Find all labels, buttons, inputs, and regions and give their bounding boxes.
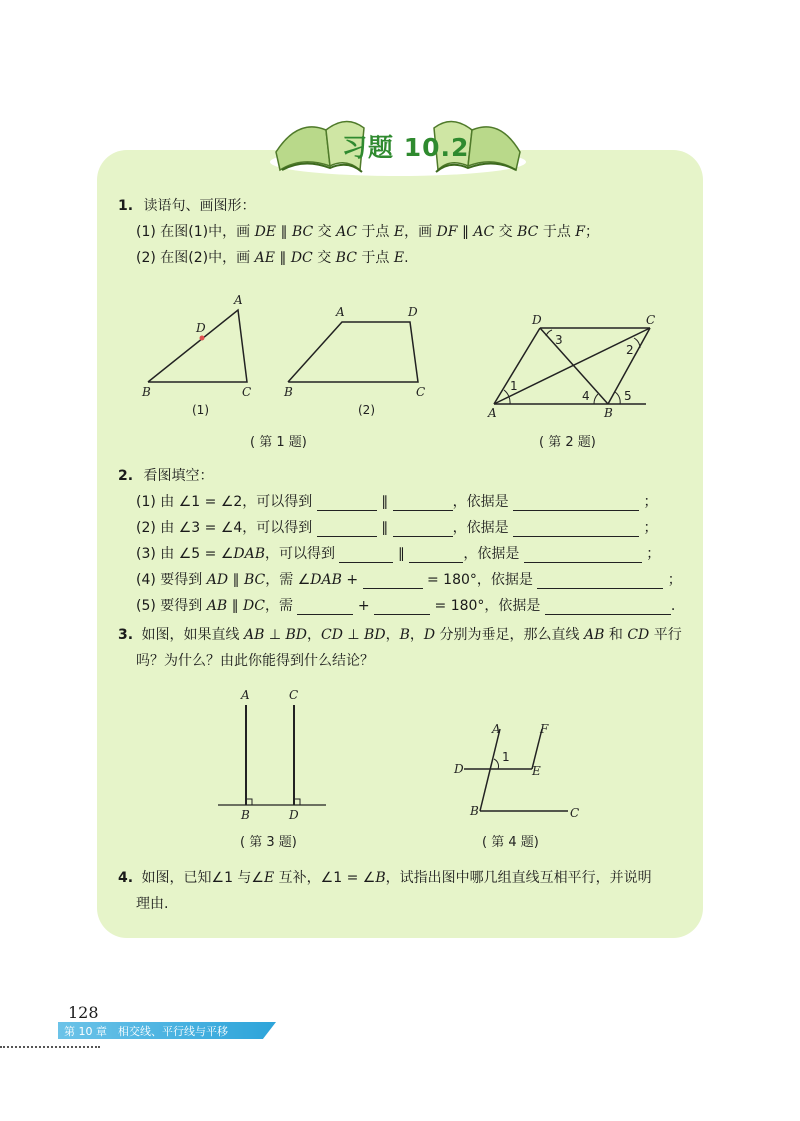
q3-text: 如图，如果直线: [141, 627, 240, 643]
answer-blank[interactable]: [374, 600, 430, 615]
label-A: A: [336, 305, 345, 319]
parallel-sign: ∥: [280, 224, 288, 240]
label-BD: BD: [285, 627, 307, 643]
parallel-sign: ∥: [381, 494, 389, 510]
q4-line2: 理由.: [136, 896, 169, 912]
label-CD: CD: [321, 627, 343, 643]
q2-item-text: ，依据是: [463, 546, 520, 562]
label-B: B: [375, 870, 386, 886]
label-B: B: [284, 385, 293, 399]
figure-q2: [480, 312, 660, 422]
q2-item-end: ；: [646, 546, 661, 562]
q1-sub1-t5: 于点: [542, 224, 571, 240]
q1-sub2-t1: 交: [317, 250, 332, 266]
chapter-label: 第 10 章 相交线、平行线与平移: [64, 1025, 228, 1038]
reason-blank[interactable]: [524, 548, 642, 563]
label-E: E: [393, 250, 405, 266]
parallel-sign: ∥: [231, 598, 239, 614]
point-D: [200, 336, 205, 341]
label-BC: BC: [517, 224, 539, 240]
figure-number: (2): [358, 403, 375, 417]
q2-item-end: ；: [667, 572, 682, 588]
caption-q3: ( 第 3 题): [240, 835, 297, 850]
label-BC: BC: [291, 224, 314, 240]
reason-blank[interactable]: [545, 600, 671, 615]
q2-line: [118, 467, 214, 485]
angle-label-3: 3: [555, 333, 563, 347]
figure-number: (1): [192, 403, 209, 417]
q2-item-1: [136, 493, 658, 511]
q1-sub2-end: .: [404, 250, 409, 266]
label-AB: AB: [206, 598, 228, 614]
answer-blank[interactable]: [317, 522, 377, 537]
label-AE: AE: [254, 250, 275, 266]
q3-text: 和: [608, 627, 623, 643]
label-E: E: [532, 764, 541, 778]
reason-blank[interactable]: [513, 496, 639, 511]
figures-q1: [130, 290, 440, 420]
label-E: E: [393, 224, 405, 240]
parallel-sign: ∥: [461, 224, 469, 240]
answer-blank[interactable]: [393, 496, 453, 511]
q2-item-text: (2) 由 ∠3 = ∠4，可以得到: [136, 520, 313, 536]
label-D: D: [423, 627, 436, 643]
label-CD: CD: [627, 627, 650, 643]
q2-item-text: (3) 由 ∠5 = ∠: [136, 546, 234, 562]
triangle-figure: [141, 293, 251, 417]
q2-item-5: [136, 597, 675, 615]
q3-text: 平行: [653, 627, 682, 643]
label-AD: AD: [206, 572, 229, 588]
dotted-line: [0, 1046, 100, 1048]
answer-blank[interactable]: [363, 574, 423, 589]
label-AC: AC: [473, 224, 495, 240]
q1-sub1-end: ；: [585, 224, 600, 240]
label-D: D: [408, 305, 418, 319]
label-BC: BC: [335, 250, 357, 266]
q1-text: 读语句、画图形：: [143, 198, 256, 214]
label-DC: DC: [243, 598, 265, 614]
label-D: D: [532, 313, 542, 327]
angle-label-5: 5: [624, 389, 632, 403]
perpendicular-sign: ⊥: [347, 627, 360, 643]
angle-label-1: 1: [510, 379, 518, 393]
q2-item-text: ，可以得到: [265, 546, 335, 562]
parallel-sign: ∥: [232, 572, 240, 588]
label-B: B: [142, 385, 151, 399]
q4-text: ，试指出图中哪几组直线互相平行，并说明: [385, 870, 652, 886]
exercise-panel: [97, 150, 703, 938]
label-C: C: [416, 385, 426, 399]
answer-blank[interactable]: [393, 522, 453, 537]
parallel-sign: ∥: [279, 250, 287, 266]
q2-item-text: (1) 由 ∠1 = ∠2，可以得到: [136, 494, 313, 510]
exercise-title: 习题 10.2: [342, 133, 470, 162]
q4-text: 互补，∠1 = ∠: [278, 870, 376, 886]
label-AC: AC: [336, 224, 357, 240]
label-DAB: DAB: [233, 546, 265, 562]
q1-sub1: [136, 223, 599, 241]
q1-sub1-t1: 交: [317, 224, 332, 240]
label-F: F: [540, 722, 549, 736]
q1-sub2-t2: 于点: [361, 250, 390, 266]
q2-item-text: ，需 ∠: [265, 572, 311, 588]
caption-q2: ( 第 2 题): [539, 435, 596, 450]
page-number: 128: [68, 1003, 99, 1022]
q1-sub1-t2: 于点: [361, 224, 390, 240]
q2-item-text: ，依据是: [452, 494, 509, 510]
reason-blank[interactable]: [513, 522, 639, 537]
q2-text: 看图填空：: [143, 468, 214, 484]
q1-sub1-t4: 交: [498, 224, 513, 240]
q1-sub2: [136, 249, 409, 267]
q2-item-text: = 180°，依据是: [426, 572, 533, 588]
plus-sign: +: [357, 598, 370, 614]
figure-q4: [448, 715, 598, 825]
label-C: C: [242, 385, 252, 399]
label-F: F: [575, 224, 586, 240]
q3-line2: 吗？为什么？由此你能得到什么结论？: [136, 653, 374, 669]
label-DE: DE: [254, 224, 277, 240]
label-AB: AB: [243, 627, 265, 643]
label-DF: DF: [436, 224, 458, 240]
q2-number: 2.: [118, 468, 134, 484]
q3-line1: [118, 626, 682, 644]
label-BD: BD: [364, 627, 386, 643]
answer-blank[interactable]: [317, 496, 377, 511]
q1-number: 1.: [118, 198, 134, 214]
label-DAB: DAB: [310, 572, 342, 588]
parallel-sign: ∥: [397, 546, 405, 562]
q2-item-4: [136, 571, 682, 589]
perpendicular-sign: ⊥: [268, 627, 282, 643]
caption-q4: ( 第 4 题): [482, 835, 539, 850]
q1-line: [118, 197, 256, 215]
label-D: D: [196, 321, 206, 335]
angle-label-1: 1: [502, 750, 510, 764]
q4-line1: [118, 869, 652, 887]
q1-sub1-t3: ，画: [404, 224, 433, 240]
q2-item-end: ；: [643, 494, 658, 510]
label-E: E: [263, 870, 275, 886]
q2-item-text: (5) 要得到: [136, 598, 203, 614]
parallel-sign: ∥: [381, 520, 389, 536]
figure-q3: [210, 685, 340, 825]
angle-label-2: 2: [626, 343, 634, 357]
q3-number: 3.: [118, 627, 134, 643]
answer-blank[interactable]: [409, 548, 463, 563]
label-A: A: [241, 688, 250, 702]
q1-sub2-label: (2) 在图(2)中，画: [136, 250, 251, 266]
label-B: B: [241, 808, 250, 822]
q2-item-3: [136, 545, 660, 563]
label-D: D: [454, 762, 464, 776]
q4-text: 如图，已知∠1 与∠: [141, 870, 264, 886]
label-AB: AB: [584, 627, 605, 643]
q3-comma: ，: [307, 627, 321, 643]
label-A: A: [492, 722, 501, 736]
label-D: D: [289, 808, 299, 822]
plus-sign: +: [346, 572, 359, 588]
caption-q1: ( 第 1 题): [250, 435, 307, 450]
label-A: A: [488, 406, 497, 420]
q2-item-end: .: [670, 598, 676, 614]
label-C: C: [570, 806, 580, 820]
q1-sub1-label: (1) 在图(1)中，画: [136, 224, 251, 240]
label-A: A: [234, 293, 243, 307]
answer-blank[interactable]: [297, 600, 353, 615]
angle-label-4: 4: [582, 389, 590, 403]
label-B: B: [470, 804, 479, 818]
q3-comma: ，: [385, 627, 400, 643]
q2-item-text: (4) 要得到: [136, 572, 203, 588]
q2-item-end: ；: [643, 520, 658, 536]
label-C: C: [289, 688, 299, 702]
q2-item-text: ，依据是: [452, 520, 509, 536]
q2-item-text: ，需: [264, 598, 293, 614]
q2-item-text: = 180°，依据是: [434, 598, 541, 614]
label-B: B: [399, 627, 410, 643]
reason-blank[interactable]: [537, 574, 663, 589]
label-C: C: [646, 313, 656, 327]
q2-item-2: [136, 519, 658, 537]
trapezoid-figure: [283, 305, 425, 417]
q4-number: 4.: [118, 870, 134, 886]
answer-blank[interactable]: [339, 548, 393, 563]
label-BC: BC: [243, 572, 266, 588]
label-DC: DC: [290, 250, 313, 266]
q3-comma: ，: [409, 627, 424, 643]
label-B: B: [604, 406, 613, 420]
q3-text: 分别为垂足，那么直线: [439, 627, 580, 643]
